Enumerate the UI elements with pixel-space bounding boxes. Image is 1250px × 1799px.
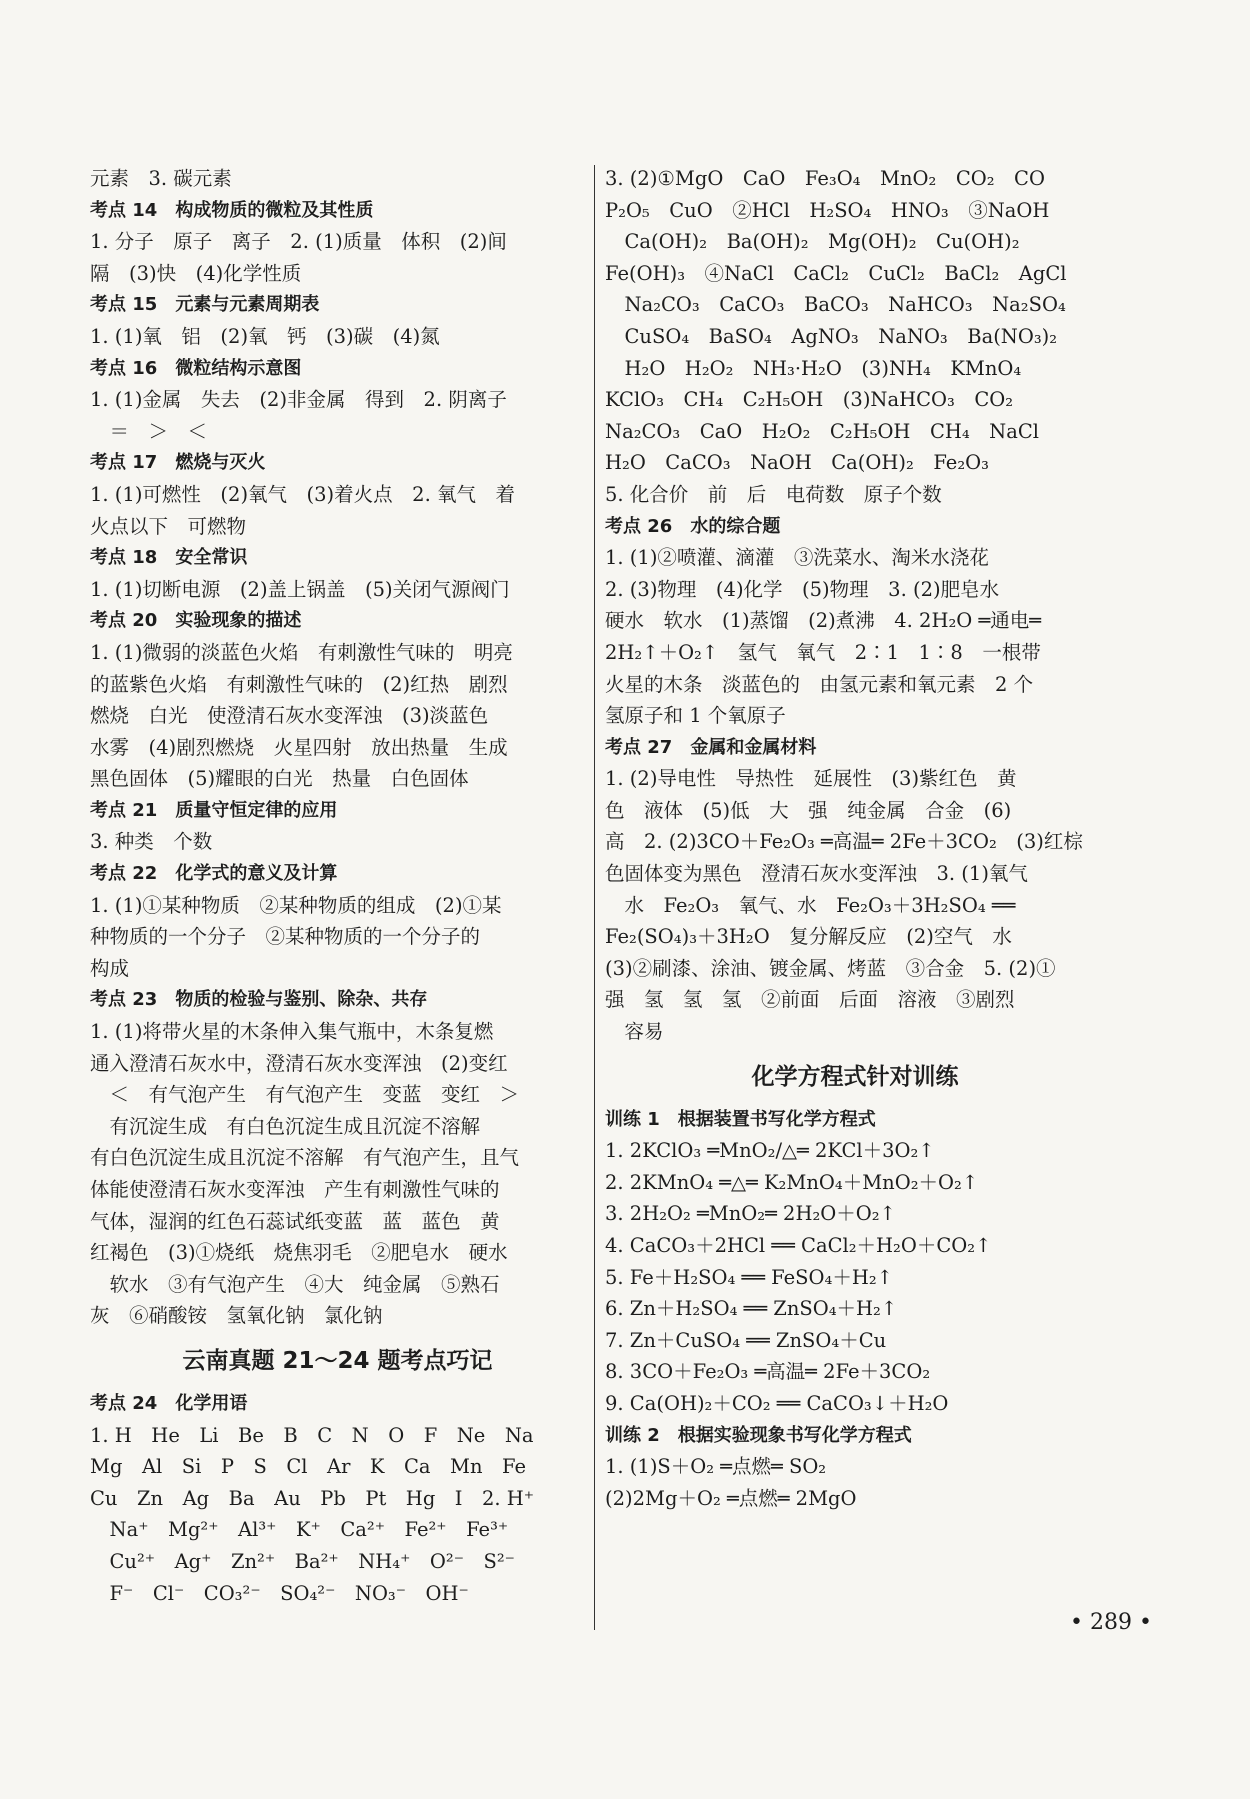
answer-line: 5. Fe＋H₂SO₄ ══ FeSO₄＋H₂↑ <box>605 1265 893 1289</box>
answer-line: 红褐色 (3)①烧纸 烧焦羽毛 ②肥皂水 硬水 <box>90 1241 508 1265</box>
answer-line: 高 2. (2)3CO＋Fe₂O₃ ═高温═ 2Fe＋3CO₂ (3)红棕 <box>605 830 1083 854</box>
answer-line: H₂O H₂O₂ NH₃·H₂O (3)NH₄ KMnO₄ <box>605 356 1022 380</box>
answer-line: Fe₂(SO₄)₃＋3H₂O 复分解反应 (2)空气 水 <box>605 925 1012 949</box>
answer-line: 1. 2KClO₃ ═MnO₂/△═ 2KCl＋3O₂↑ <box>605 1139 935 1163</box>
answer-line: 5. 化合价 前 后 电荷数 原子个数 <box>605 482 942 506</box>
answer-line: 6. Zn＋H₂SO₄ ══ ZnSO₄＋H₂↑ <box>605 1297 898 1321</box>
answer-line: 2. 2KMnO₄ ═△═ K₂MnO₄＋MnO₂＋O₂↑ <box>605 1170 979 1194</box>
answer-line: 灰 ⑥硝酸铵 氢氧化钠 氯化钠 <box>90 1304 383 1328</box>
answer-line: 燃烧 白光 使澄清石灰水变浑浊 (3)淡蓝色 <box>90 704 489 728</box>
section-heading: 考点 23 物质的检验与鉴别、除杂、共存 <box>90 989 428 1011</box>
answer-line: P₂O₅ CuO ②HCl H₂SO₄ HNO₃ ③NaOH <box>605 198 1050 222</box>
answer-line: 火点以下 可燃物 <box>90 514 247 538</box>
section-heading: 考点 22 化学式的意义及计算 <box>90 863 338 885</box>
answer-line: 1. H He Li Be B C N O F Ne Na <box>90 1423 534 1447</box>
answer-line: 1. (1)金属 失去 (2)非金属 得到 2. 阴离子 <box>90 388 507 412</box>
answer-line: 气体，湿润的红色石蕊试纸变蓝 蓝 蓝色 黄 <box>90 1209 500 1233</box>
answer-line: 1. (1)S＋O₂ ═点燃═ SO₂ <box>605 1455 827 1479</box>
section-heading: 训练 2 根据实验现象书写化学方程式 <box>605 1424 912 1446</box>
answer-line: Cu Zn Ag Ba Au Pb Pt Hg I 2. H⁺ <box>90 1486 535 1510</box>
answer-line: 种物质的一个分子 ②某种物质的一个分子的 <box>90 925 481 949</box>
answer-line: 4. CaCO₃＋2HCl ══ CaCl₂＋H₂O＋CO₂↑ <box>605 1234 992 1257</box>
answer-line: (3)②刷漆、涂油、镀金属、烤蓝 ③合金 5. (2)① <box>605 956 1056 980</box>
answer-line: 硬水 软水 (1)蒸馏 (2)煮沸 4. 2H₂O ═通电═ <box>605 609 1041 633</box>
answer-line: 软水 ③有气泡产生 ④大 纯金属 ⑤熟石 <box>90 1272 500 1296</box>
answer-line: ＝ ＞ ＜ <box>90 419 208 443</box>
answer-line: 色固体变为黑色 澄清石灰水变浑浊 3. (1)氧气 <box>605 862 1028 886</box>
answer-line: 1. (1)②喷灌、滴灌 ③洗菜水、淘米水浇花 <box>605 546 989 570</box>
answer-line: 色 液体 (5)低 大 强 纯金属 合金 (6) <box>605 798 1012 822</box>
answer-line: Ca(OH)₂ Ba(OH)₂ Mg(OH)₂ Cu(OH)₂ <box>605 230 1020 254</box>
answer-line: Fe(OH)₃ ④NaCl CaCl₂ CuCl₂ BaCl₂ AgCl <box>605 261 1067 285</box>
answer-line: 8. 3CO＋Fe₂O₃ ═高温═ 2Fe＋3CO₂ <box>605 1360 931 1384</box>
answer-line: 3. 2H₂O₂ ═MnO₂═ 2H₂O＋O₂↑ <box>605 1202 896 1226</box>
answer-line: Na₂CO₃ CaCO₃ BaCO₃ NaHCO₃ Na₂SO₄ <box>605 293 1066 317</box>
answer-line: 强 氢 氢 氢 ②前面 后面 溶液 ③剧烈 <box>605 988 1015 1012</box>
answer-line: 1. (1)①某种物质 ②某种物质的组成 (2)①某 <box>90 893 502 917</box>
answer-line: 元素 3. 碳元素 <box>90 167 232 190</box>
section-heading: 训练 1 根据装置书写化学方程式 <box>605 1108 876 1130</box>
section-heading: 考点 15 元素与元素周期表 <box>90 294 320 316</box>
answer-line: 水雾 (4)剧烈燃烧 火星四射 放出热量 生成 <box>90 735 508 759</box>
answer-line: ＜ 有气泡产生 有气泡产生 变蓝 变红 ＞ <box>90 1083 520 1107</box>
section-heading: 考点 18 安全常识 <box>90 547 248 569</box>
section-heading: 考点 27 金属和金属材料 <box>605 736 817 758</box>
right-column <box>605 163 1105 1514</box>
answer-line: 构成 <box>90 956 130 980</box>
answer-line: 体能使澄清石灰水变浑浊 产生有刺激性气味的 <box>90 1178 500 1201</box>
answer-line: 9. Ca(OH)₂＋CO₂ ══ CaCO₃↓＋H₂O <box>605 1391 949 1415</box>
answer-line: 1. (1)氧 铝 (2)氧 钙 (3)碳 (4)氮 <box>90 324 440 348</box>
answer-line: 的蓝紫色火焰 有刺激性气味的 (2)红热 剧烈 <box>90 672 508 696</box>
chapter-heading: 化学方程式针对训练 <box>751 1063 959 1090</box>
answer-line: 通入澄清石灰水中，澄清石灰水变浑浊 (2)变红 <box>90 1051 508 1075</box>
answer-line: Mg Al Si P S Cl Ar K Ca Mn Fe <box>90 1455 527 1479</box>
answer-line: 火星的木条 淡蓝色的 由氢元素和氧元素 2 个 <box>605 672 1034 696</box>
chapter-heading: 云南真题 21～24 题考点巧记 <box>182 1347 493 1374</box>
section-heading: 考点 24 化学用语 <box>90 1392 248 1414</box>
answer-line: 7. Zn＋CuSO₄ ══ ZnSO₄＋Cu <box>605 1328 887 1352</box>
answer-line: 2H₂↑＋O₂↑ 氢气 氧气 2∶1 1∶8 一根带 <box>605 640 1041 664</box>
section-heading: 考点 17 燃烧与灭火 <box>90 452 266 474</box>
answer-line: 氢原子和 1 个氧原子 <box>605 704 786 728</box>
answer-line: (2)2Mg＋O₂ ═点燃═ 2MgO <box>605 1486 857 1510</box>
answer-line: 2. (3)物理 (4)化学 (5)物理 3. (2)肥皂水 <box>605 577 1000 601</box>
left-column <box>90 163 585 1609</box>
answer-line: KClO₃ CH₄ C₂H₅OH (3)NaHCO₃ CO₂ <box>605 388 1014 412</box>
section-heading: 考点 26 水的综合题 <box>605 515 781 537</box>
answer-line: Cu²⁺ Ag⁺ Zn²⁺ Ba²⁺ NH₄⁺ O²⁻ S²⁻ <box>90 1549 515 1573</box>
answer-line: H₂O CaCO₃ NaOH Ca(OH)₂ Fe₂O₃ <box>605 451 989 475</box>
page-number: • 289 • <box>1070 1610 1152 1635</box>
answer-line: 1. (1)可燃性 (2)氧气 (3)着火点 2. 氧气 着 <box>90 482 515 506</box>
answer-line: Na₂CO₃ CaO H₂O₂ C₂H₅OH CH₄ NaCl <box>605 419 1040 443</box>
answer-line: 隔 (3)快 (4)化学性质 <box>90 261 302 285</box>
section-heading: 考点 20 实验现象的描述 <box>90 610 302 632</box>
answer-line: 容易 <box>605 1020 664 1044</box>
answer-line: 1. (1)将带火星的木条伸入集气瓶中，木条复燃 <box>90 1020 494 1044</box>
answer-line: 3. 种类 个数 <box>90 830 213 854</box>
answer-line: 1. 分子 原子 离子 2. (1)质量 体积 (2)间 <box>90 230 507 254</box>
column-divider <box>594 165 595 1630</box>
answer-line: 有沉淀生成 有白色沉淀生成且沉淀不溶解 <box>90 1114 481 1138</box>
answer-line: 水 Fe₂O₃ 氧气、水 Fe₂O₃＋3H₂SO₄ ══ <box>605 893 1016 917</box>
answer-line: 3. (2)①MgO CaO Fe₃O₄ MnO₂ CO₂ CO <box>605 167 1045 190</box>
answer-line: F⁻ Cl⁻ CO₃²⁻ SO₄²⁻ NO₃⁻ OH⁻ <box>90 1581 469 1605</box>
answer-line: 有白色沉淀生成且沉淀不溶解 有气泡产生，且气 <box>90 1146 520 1170</box>
answer-line: Na⁺ Mg²⁺ Al³⁺ K⁺ Ca²⁺ Fe²⁺ Fe³⁺ <box>90 1518 509 1542</box>
answer-line: CuSO₄ BaSO₄ AgNO₃ NaNO₃ Ba(NO₃)₂ <box>605 324 1058 348</box>
answer-line: 1. (1)微弱的淡蓝色火焰 有刺激性气味的 明亮 <box>90 640 513 664</box>
section-heading: 考点 16 微粒结构示意图 <box>90 357 302 379</box>
answer-line: 1. (1)切断电源 (2)盖上锅盖 (5)关闭气源阀门 <box>90 577 510 601</box>
answer-line: 1. (2)导电性 导热性 延展性 (3)紫红色 黄 <box>605 767 1017 791</box>
section-heading: 考点 21 质量守恒定律的应用 <box>90 799 338 821</box>
section-heading: 考点 14 构成物质的微粒及其性质 <box>90 199 374 221</box>
answer-line: 黑色固体 (5)耀眼的白光 热量 白色固体 <box>90 767 469 791</box>
